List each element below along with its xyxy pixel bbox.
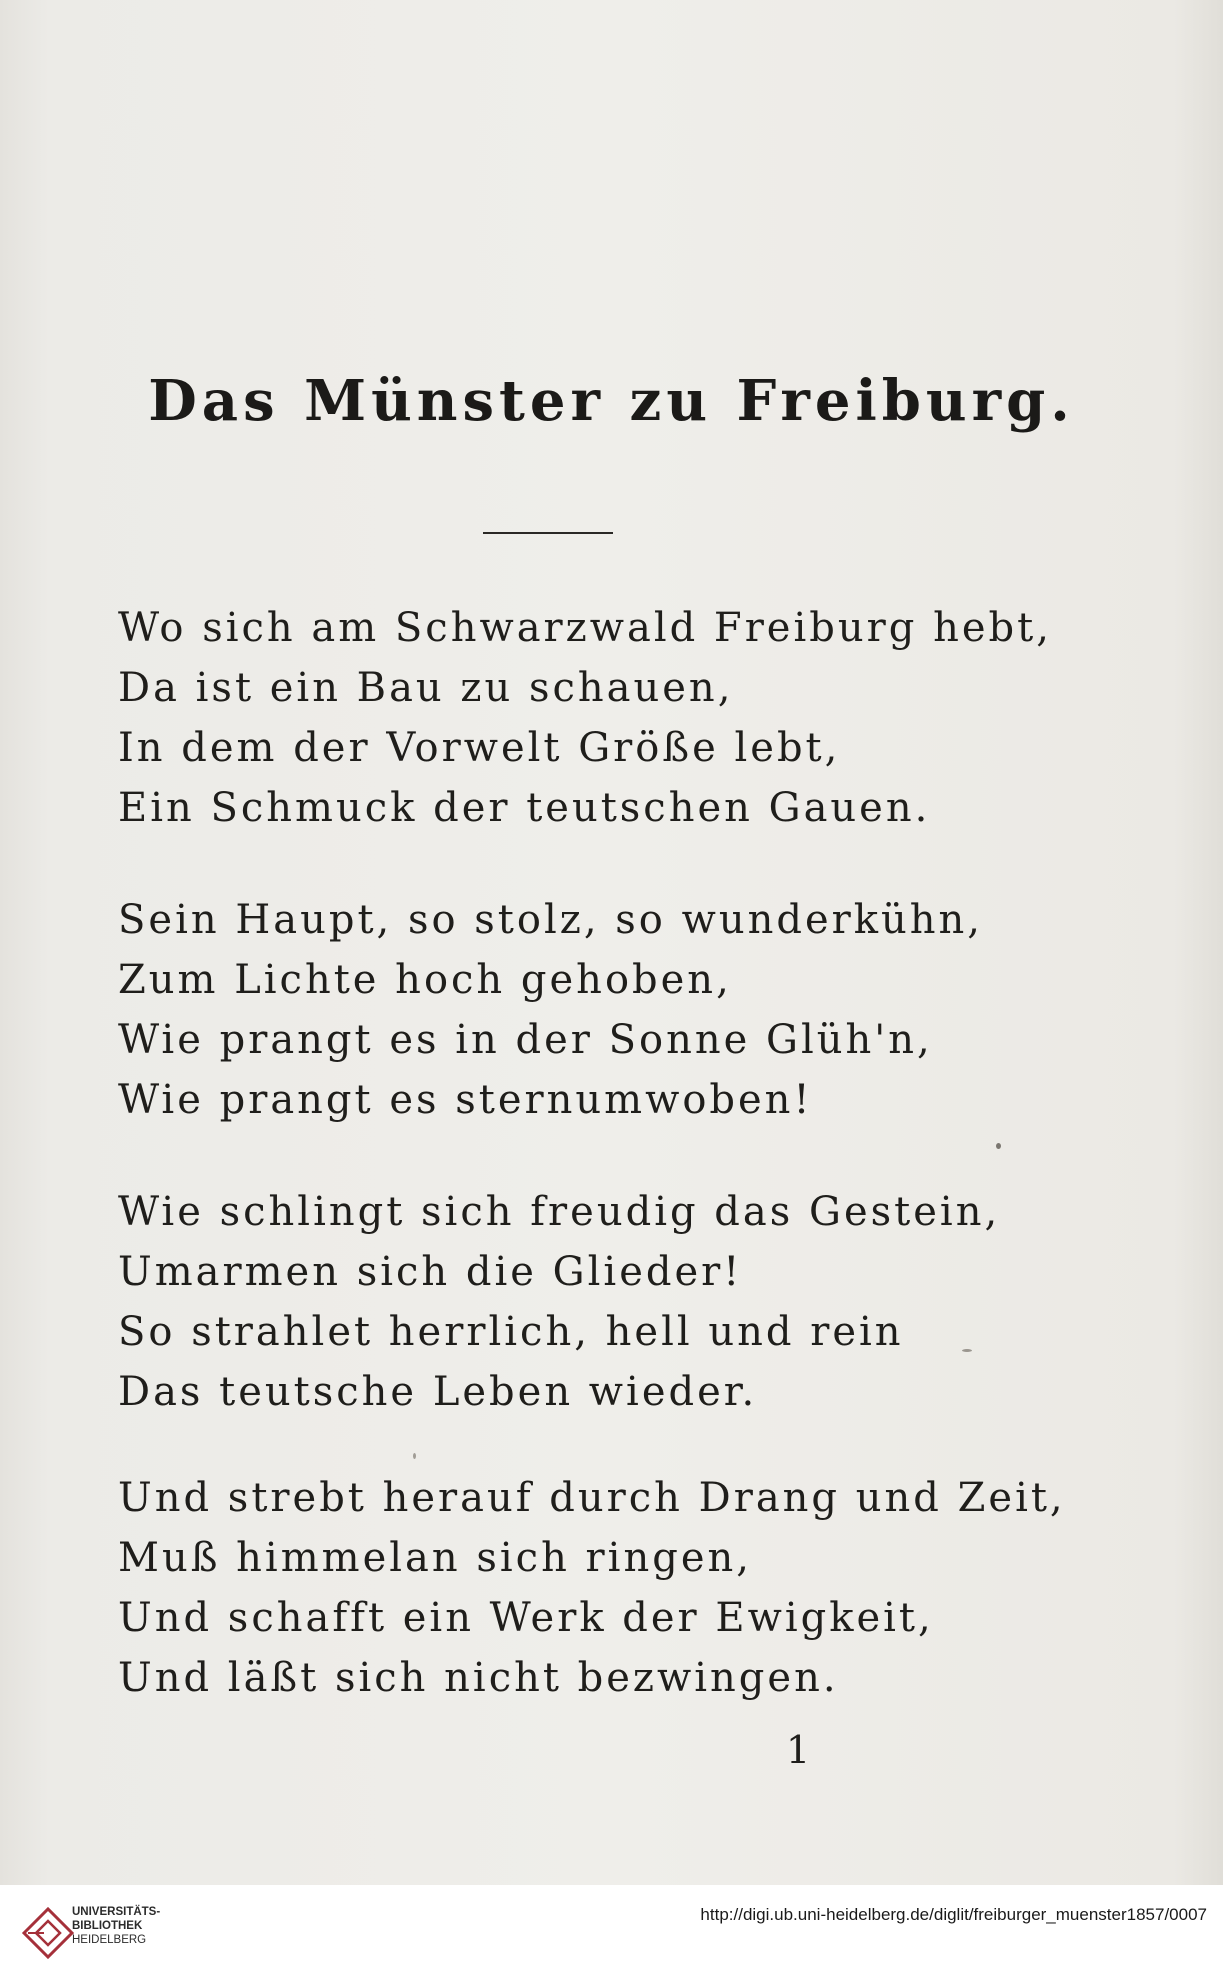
- verse-line: Da ist ein Bau zu schauen,: [118, 665, 734, 711]
- stanza-1: [118, 598, 1052, 838]
- verse-line: Zum Lichte hoch gehoben,: [118, 957, 732, 1003]
- verse-line: Umarmen sich die Glieder!: [118, 1249, 743, 1295]
- university-library-logo-icon: [18, 1899, 80, 1965]
- verse-line: Und schafft ein Werk der Ewigkeit,: [118, 1595, 934, 1641]
- paper-speck: [996, 1143, 1001, 1149]
- institution-line: UNIVERSITÄTS-: [72, 1906, 161, 1918]
- verse-line: Und läßt sich nicht bezwingen.: [118, 1655, 839, 1701]
- poem-title: Das Münster zu Freiburg.: [148, 368, 1075, 434]
- paper-speck: [962, 1349, 972, 1352]
- page-number: 1: [786, 1728, 811, 1772]
- stanza-3: [118, 1182, 1000, 1422]
- title-divider: [483, 532, 613, 534]
- verse-line: Wo sich am Schwarzwald Freiburg hebt,: [118, 605, 1052, 651]
- institution-line: BIBLIOTHEK: [72, 1920, 143, 1932]
- verse-line: Wie prangt es in der Sonne Glüh'n,: [118, 1017, 933, 1063]
- verse-line: So strahlet herrlich, hell und rein: [118, 1309, 904, 1355]
- verse-line: Ein Schmuck der teutschen Gauen.: [118, 785, 931, 831]
- source-url[interactable]: http://digi.ub.uni-heidelberg.de/diglit/freiburger_muenster1857/0007: [700, 1905, 1207, 1924]
- verse-line: Muß himmelan sich ringen,: [118, 1535, 752, 1581]
- paper-speck: [413, 1453, 416, 1459]
- verse-line: Wie prangt es sternumwoben!: [118, 1077, 813, 1123]
- institution-line: HEIDELBERG: [72, 1934, 147, 1946]
- verse-line: Sein Haupt, so stolz, so wunderkühn,: [118, 897, 983, 943]
- stanza-2: [118, 890, 983, 1130]
- footer-bar: [0, 1885, 1223, 1973]
- verse-line: Wie schlingt sich freudig das Gestein,: [118, 1189, 1001, 1235]
- institution-name: [72, 1905, 160, 1947]
- stanza-4: [118, 1468, 1066, 1708]
- verse-line: Und strebt herauf durch Drang und Zeit,: [118, 1475, 1066, 1521]
- verse-line: Das teutsche Leben wieder.: [118, 1369, 758, 1415]
- verse-line: In dem der Vorwelt Größe lebt,: [118, 725, 841, 771]
